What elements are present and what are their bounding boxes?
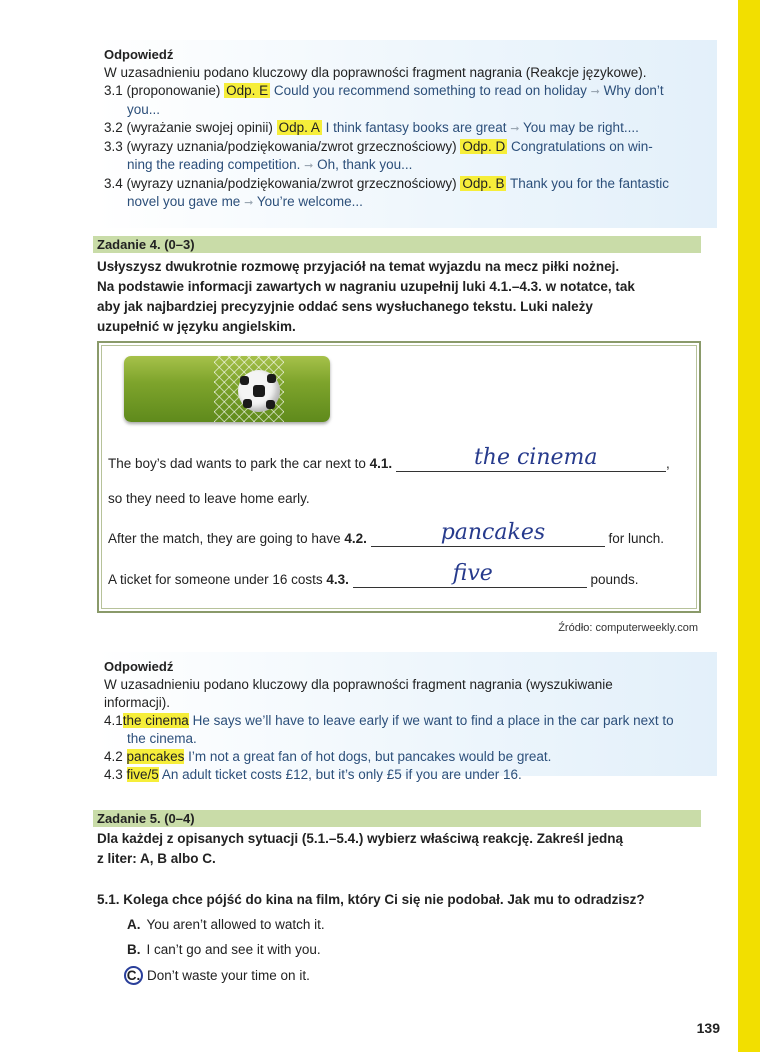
task-5-header: Zadanie 5. (0–4) (93, 810, 701, 827)
answer-intro: W uzasadnieniu podano kluczowy dla poprawności fragment nagrania (Reakcje językowe). (104, 65, 647, 80)
task-4-instructions: Usłyszysz dwukrotnie rozmowę przyjaciół na temat wyjazdu na mecz piłki nożnej. Na podstawie informacji zawartych w nagraniu uzupełnij luki 4.1.–4.3. w notatce, tak aby jak najbardziej precyzyjnie oddać sens wysłuchanego tekstu. Luki należy uzupełnić w języku angielskim. (97, 259, 635, 334)
football-icon (238, 370, 280, 412)
circled-answer-icon: C. (124, 966, 143, 985)
football-net-image (124, 356, 330, 422)
answer-item-3-4: 3.4 (wyrazy uznania/podziękowania/zwrot grzecznościowy) Odp. B Thank you for the fantastic (104, 176, 670, 191)
answer-title: Odpowiedź (104, 47, 174, 62)
arrow-icon: ➞ (510, 123, 520, 135)
answer-item-4-1: 4.1the cinema He says we’ll have to leave early if we want to find a place in the car park next to (104, 713, 674, 728)
answer-item-4-3: 4.3 five/5 An adult ticket costs £12, but it’s only £5 if you are under 16. (104, 767, 522, 782)
task-4-header: Zadanie 4. (0–3) (93, 236, 701, 253)
option-b[interactable]: B. I can’t go and see it with you. (127, 942, 321, 957)
answer-item-3-3: 3.3 (wyrazy uznania/podziękowania/zwrot grzecznościowy) Odp. D Congratulations on win- (104, 139, 653, 154)
sentence-4-3: A ticket for someone under 16 costs 4.3. five pounds. (108, 561, 639, 587)
sentence-4-2: After the match, they are going to have 4.2. pancakes for lunch. (108, 520, 664, 546)
answer-title: Odpowiedź (104, 659, 174, 674)
answer-item-3-2: 3.2 (wyrażanie swojej opinii) Odp. A I think fantasy books are great ➞ You may be right.... (104, 120, 639, 135)
gap-4-1[interactable]: the cinema (396, 456, 666, 472)
question-5-1: 5.1. Kolega chce pójść do kina na film, który Ci się nie podobał. Jak mu to odradzisz? (97, 892, 645, 907)
gap-4-2[interactable]: pancakes (371, 531, 605, 547)
answer-item-4-2: 4.2 pancakes I’m not a great fan of hot dogs, but pancakes would be great. (104, 749, 552, 764)
answer-box-task4: Odpowiedź W uzasadnieniu podano kluczowy dla poprawności fragment nagrania (wyszukiwanie informacji). 4.1the cinema He says we’ll have to leave early if we want to find a place in the car park next to the cinema. 4.2 pancakes I’m not a great fan of hot dogs, but pancakes would be great. 4.3 five/5 An adult ticket costs £12, but it’s only £5 if you are under 16. (97, 652, 717, 776)
sentence-4-1-cont: so they need to leave home early. (108, 491, 310, 506)
gap-4-3[interactable]: five (353, 572, 587, 588)
page-edge-tab (738, 0, 760, 1052)
note-card (97, 341, 701, 613)
option-c[interactable]: C. Don’t waste your time on it. (127, 966, 310, 985)
source-caption: Źródło: computerweekly.com (558, 622, 698, 634)
arrow-icon: ➞ (590, 86, 600, 98)
sentence-4-1: The boy’s dad wants to park the car next to 4.1. the cinema , (108, 445, 670, 471)
arrow-icon: ➞ (244, 197, 254, 209)
answer-item-3-1: 3.1 (proponowanie) Odp. E Could you recommend something to read on holiday ➞ Why don’t (104, 83, 664, 98)
task-5-instructions: Dla każdej z opisanych sytuacji (5.1.–5.4.) wybierz właściwą reakcję. Zakreśl jedną z liter: A, B albo C. (97, 831, 624, 866)
option-a[interactable]: A. You aren’t allowed to watch it. (127, 917, 325, 932)
answer-box-task3: Odpowiedź W uzasadnieniu podano kluczowy dla poprawności fragment nagrania (Reakcje językowe). 3.1 (proponowanie) Odp. E Could you recommend something to read on holiday ➞ Why don’t you... 3.2 (wyrażanie swojej opinii) Odp. A I think fantasy books are great ➞ You may be right.... 3.3 (wyrazy uznania/podziękowania/zwrot grzecznościowy) Odp. D Congratulations on win- ning the reading competition. ➞ Oh, thank you... 3.4 (wyrazy uznania/podziękowania/zwrot grzecznościowy) Odp. B Thank you for the fantastic novel you gave me ➞ You’re welcome... (97, 40, 717, 228)
arrow-icon: ➞ (304, 160, 314, 172)
page-number: 139 (696, 1020, 720, 1036)
